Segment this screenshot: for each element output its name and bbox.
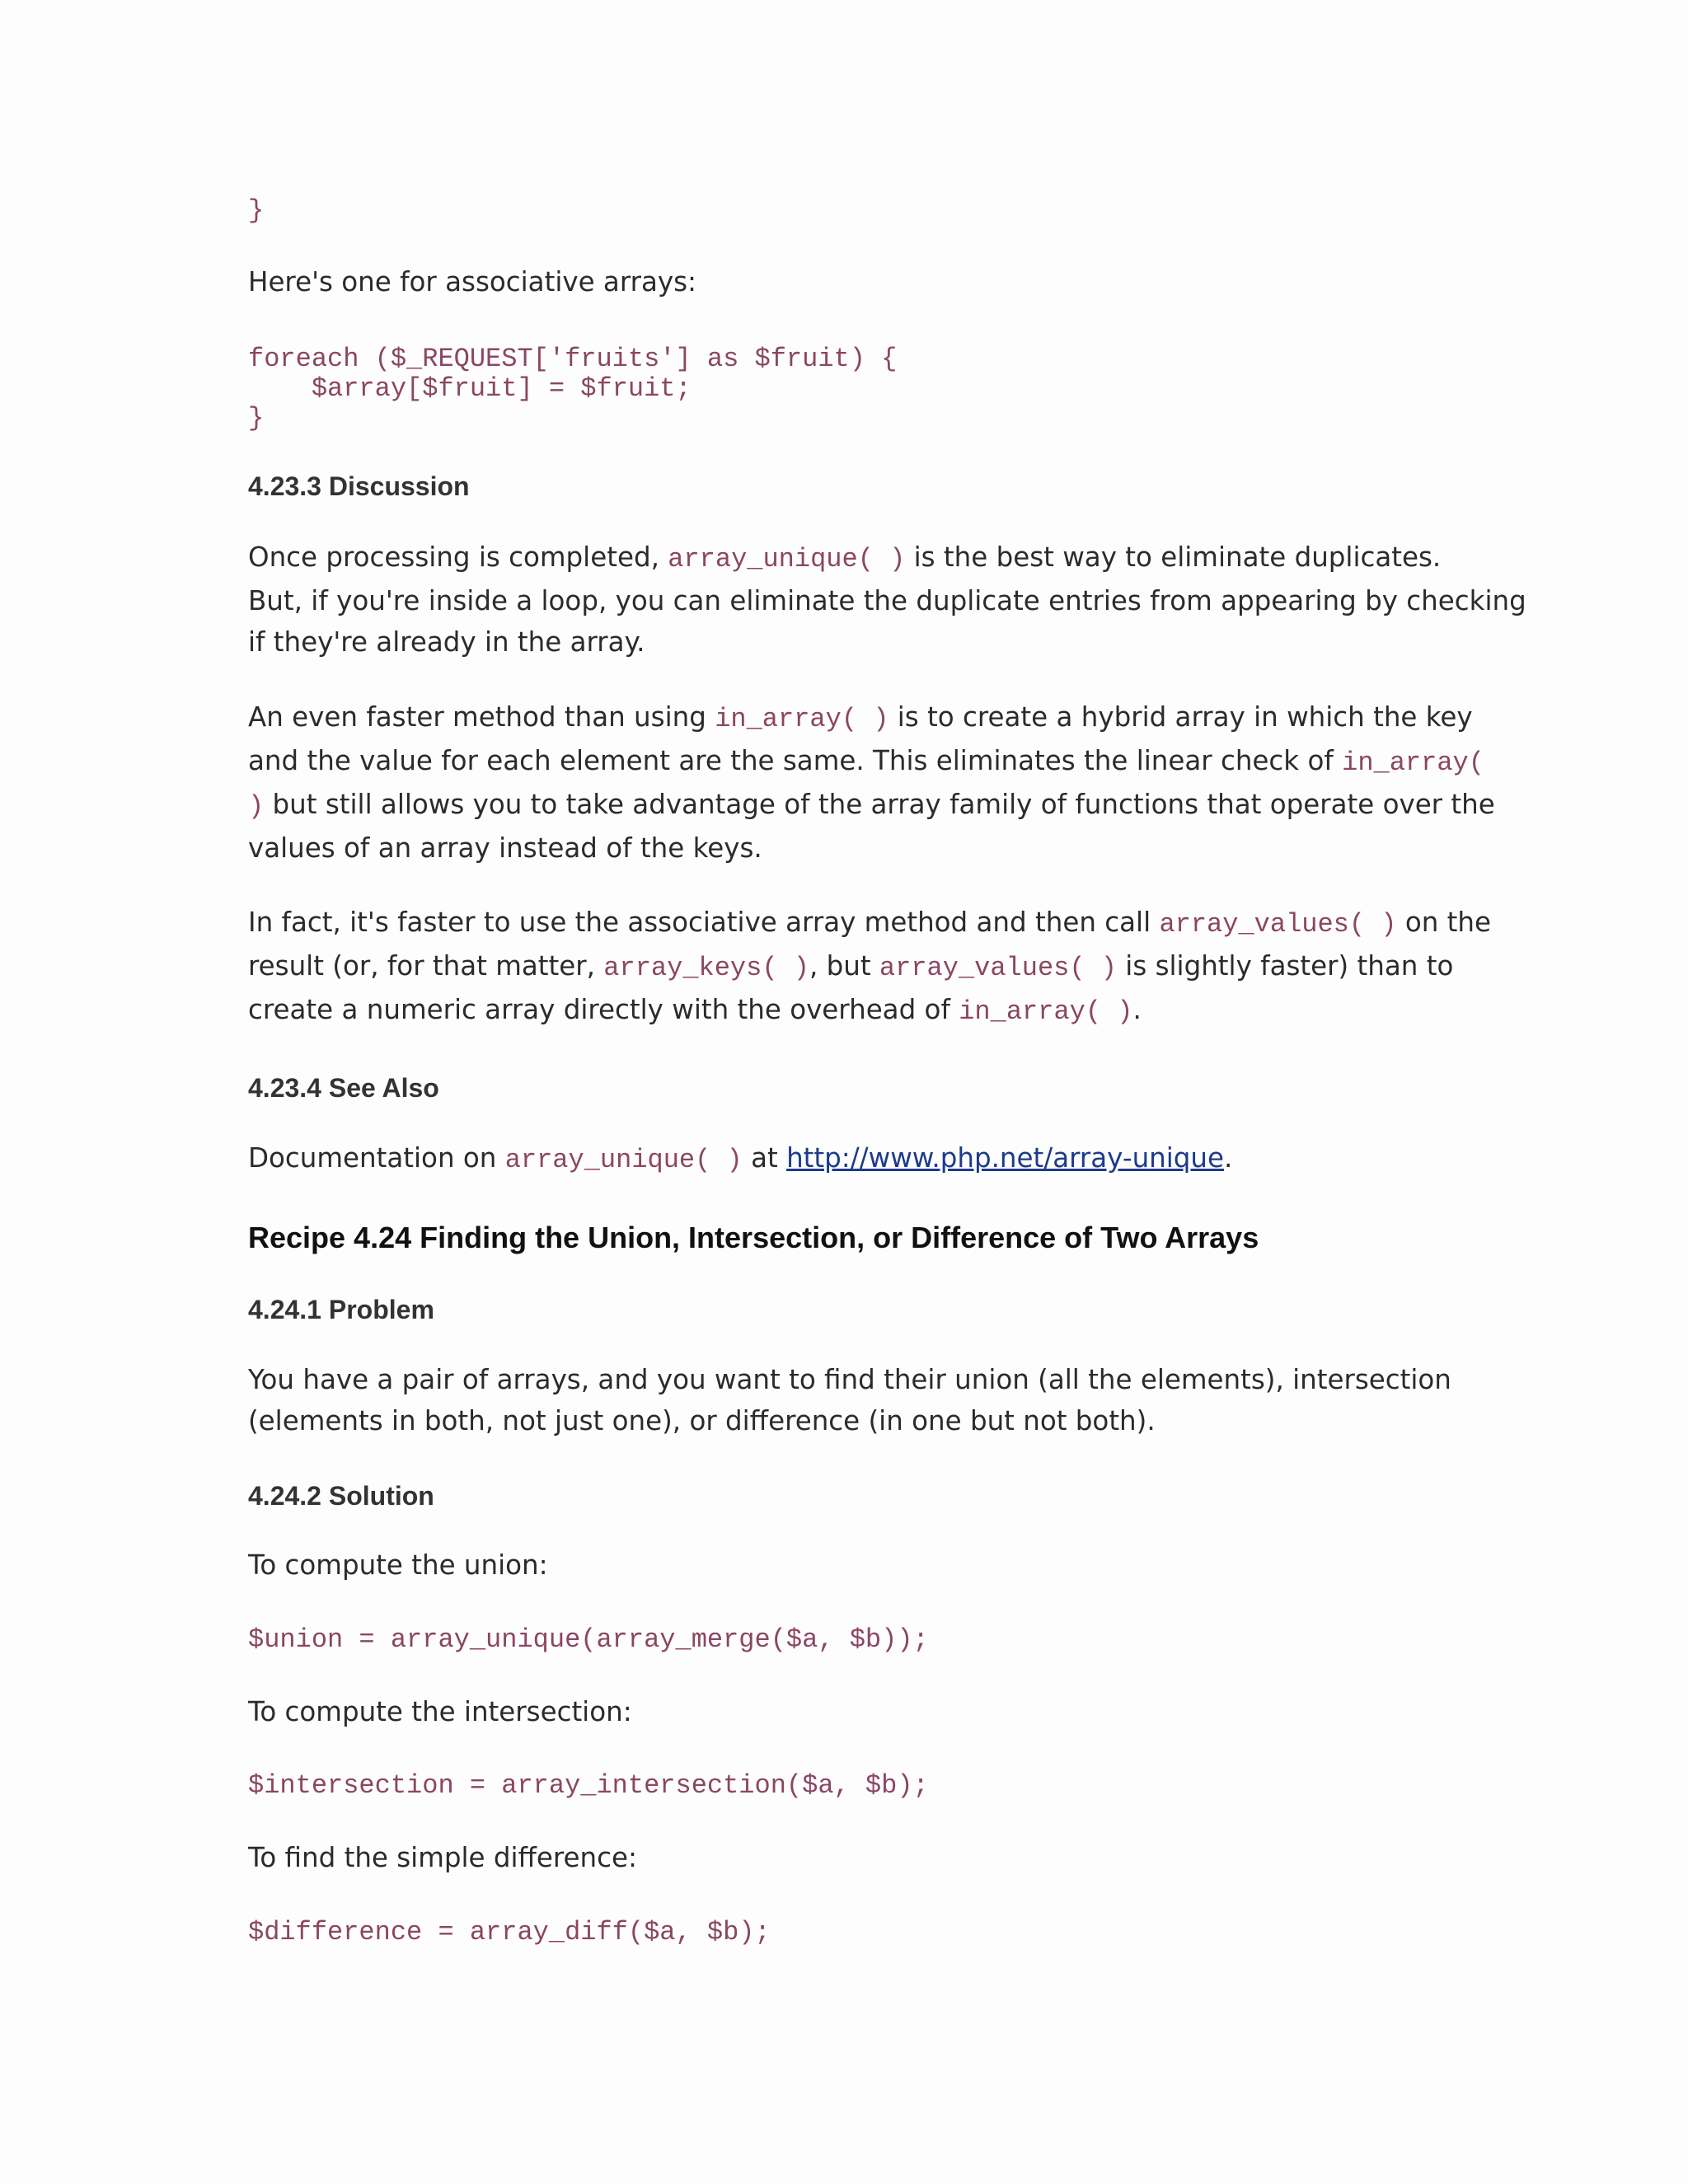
see-also-paragraph — [248, 1137, 1232, 1181]
inline-code: array_values( ) — [1159, 909, 1397, 940]
text: is to create a hybrid array in which the key — [889, 701, 1473, 733]
discussion-paragraph-2 — [248, 696, 1495, 869]
code-union: $union = array_unique(array_merge($a, $b)); — [248, 1624, 929, 1655]
union-intro: To compute the union: — [248, 1549, 548, 1581]
inline-code: array_keys( ) — [603, 953, 809, 983]
inline-code: array_values( ) — [879, 953, 1117, 983]
text: Once processing is completed, — [248, 541, 668, 573]
text-line: (elements in both, not just one), or difference (in one but not both). — [248, 1405, 1156, 1436]
text-line — [248, 740, 1495, 784]
text: result (or, for that matter, — [248, 950, 604, 982]
text: but still allows you to take advantage of the array family of functions that operate over the — [264, 789, 1495, 820]
text: In fact, it's faster to use the associative array method and then call — [248, 907, 1160, 938]
code-closing-brace: } — [248, 195, 265, 226]
text-line: if they're already in the array. — [248, 626, 645, 658]
text: is slightly faster) than to — [1116, 950, 1454, 982]
intersection-intro: To compute the intersection: — [248, 1696, 632, 1727]
see-also-heading: 4.23.4 See Also — [248, 1073, 439, 1103]
text-line: You have a pair of arrays, and you want to find their union (all the elements), intersection — [248, 1364, 1451, 1395]
text-line: But, if you're inside a loop, you can eliminate the duplicate entries from appearing by checking — [248, 585, 1526, 616]
text-line — [248, 989, 1491, 1033]
text: and the value for each element are the same. This eliminates the linear check of — [248, 745, 1343, 776]
text-line: values of an array instead of the keys. — [248, 832, 762, 864]
discussion-heading: 4.23.3 Discussion — [248, 471, 470, 501]
problem-paragraph — [248, 1359, 1451, 1441]
solution-heading: 4.24.2 Solution — [248, 1481, 434, 1511]
problem-heading: 4.24.1 Problem — [248, 1295, 434, 1324]
php-array-unique-link[interactable]: http://www.php.net/array-unique — [786, 1142, 1225, 1174]
difference-intro: To find the simple difference: — [248, 1842, 637, 1873]
code-line: } — [248, 403, 265, 434]
text: Documentation on — [248, 1142, 505, 1174]
intro-associative-arrays: Here's one for associative arrays: — [248, 266, 697, 298]
text: An even faster method than using — [248, 701, 715, 733]
recipe-title: Recipe 4.24 Finding the Union, Intersection, or Difference of Two Arrays — [248, 1221, 1259, 1254]
text: , but — [809, 950, 879, 982]
text-line — [248, 784, 1495, 827]
inline-code: in_array( ) — [715, 704, 889, 734]
inline-code: in_array( — [1342, 748, 1484, 778]
code-line: $array[$fruit] = $fruit; — [248, 373, 692, 404]
discussion-paragraph-3 — [248, 902, 1491, 1033]
text-line — [248, 696, 1495, 740]
code-intersection: $intersection = array_intersection($a, $b); — [248, 1770, 929, 1801]
text-line — [248, 902, 1491, 945]
inline-code: in_array( ) — [959, 996, 1133, 1027]
text: . — [1132, 994, 1142, 1025]
inline-code: ) — [248, 791, 265, 822]
inline-code: array_unique( ) — [668, 544, 906, 574]
text: create a numeric array directly with the overhead of — [248, 994, 959, 1025]
text-line — [248, 945, 1491, 989]
text: at — [742, 1142, 787, 1174]
code-block-foreach — [248, 344, 897, 434]
text: on the — [1396, 907, 1491, 938]
text: . — [1224, 1142, 1233, 1174]
text-line — [248, 537, 1526, 580]
inline-code: array_unique( ) — [504, 1145, 743, 1175]
text: is the best way to eliminate duplicates. — [905, 541, 1442, 573]
code-line: foreach ($_REQUEST['fruits'] as $fruit) { — [248, 344, 898, 374]
discussion-paragraph-1 — [248, 537, 1526, 663]
code-difference: $difference = array_diff($a, $b); — [248, 1917, 771, 1947]
